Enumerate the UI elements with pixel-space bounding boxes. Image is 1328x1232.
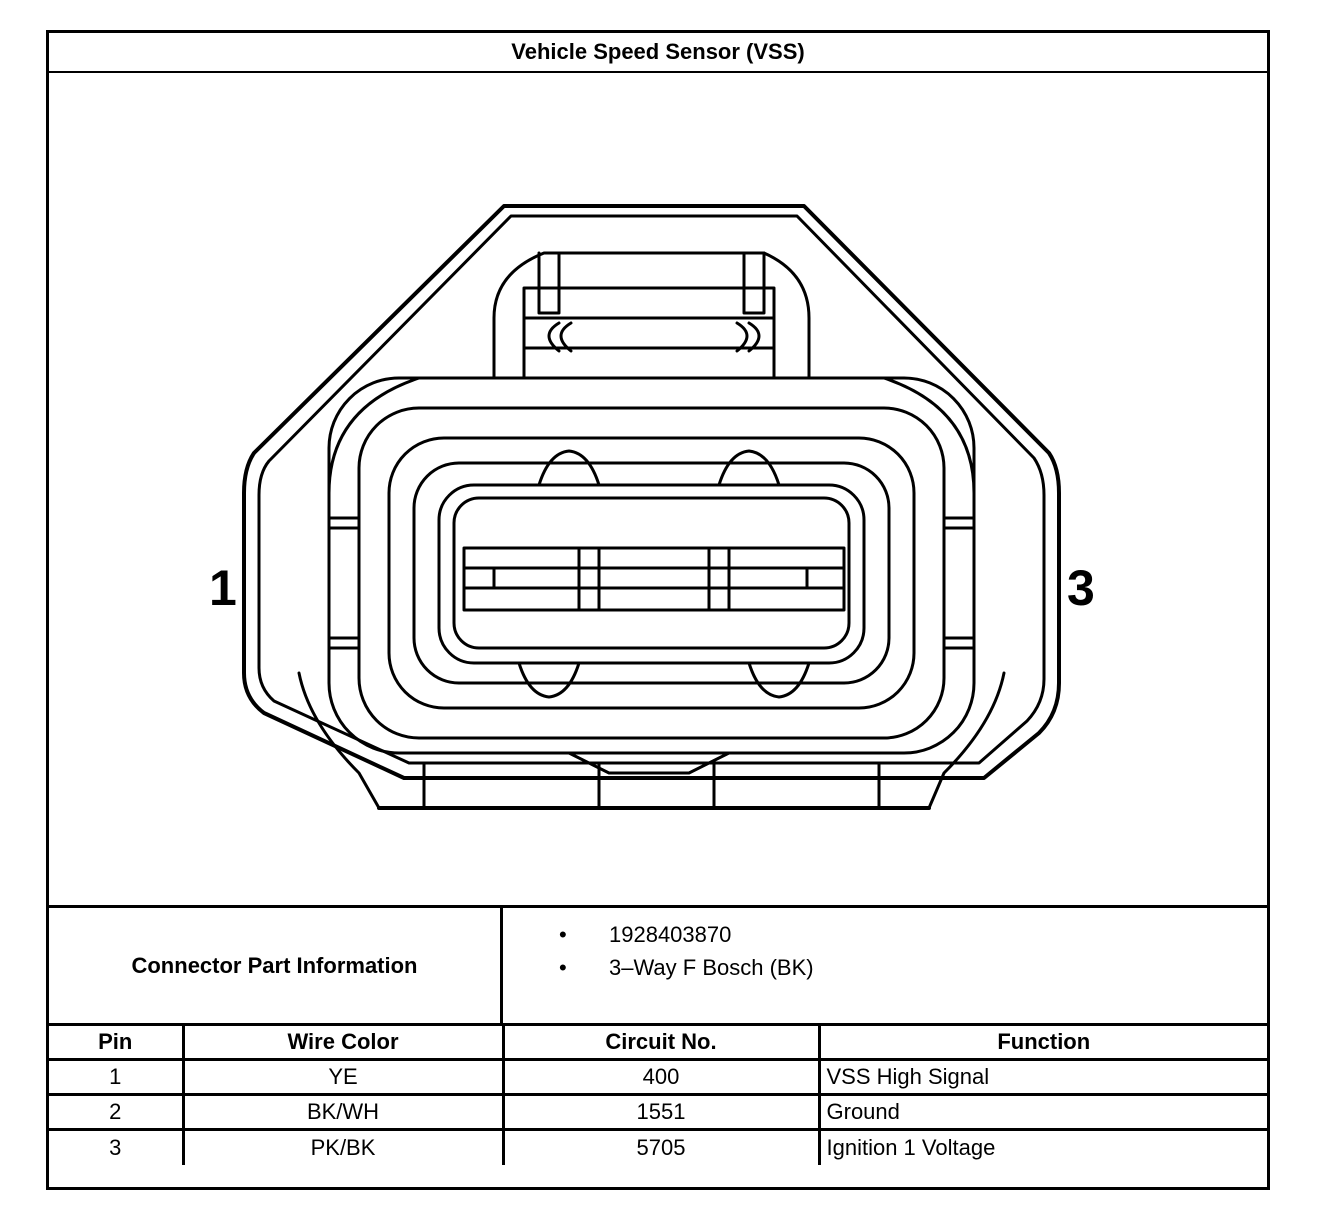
- table-row: [49, 1130, 1267, 1165]
- cell-circuit-no: 5705: [503, 1130, 819, 1165]
- bullet-icon: •: [559, 922, 567, 947]
- bullet-icon: •: [559, 955, 567, 980]
- cell-wire-color: PK/BK: [183, 1130, 503, 1165]
- pin-1-label: 1: [209, 560, 237, 616]
- latch-tab-left: [539, 253, 559, 313]
- housing-inner: [259, 216, 1044, 763]
- connector-info-item: [559, 918, 814, 951]
- connector-part-number: 1928403870: [609, 922, 732, 947]
- key-bottom-right: [749, 663, 809, 697]
- connector-info-row: [49, 905, 1267, 1023]
- header-wire-color: Wire Color: [183, 1025, 503, 1060]
- key-top-left: [539, 451, 599, 485]
- connector-diagram: [49, 73, 1267, 905]
- cell-pin: 1: [49, 1060, 183, 1095]
- pin-table-header: [49, 1025, 1267, 1060]
- body-ring-4: [414, 463, 889, 683]
- body-ring-1: [329, 378, 974, 753]
- body-ring-5: [439, 485, 864, 663]
- terminal-div-1: [579, 548, 599, 610]
- cell-function: Ignition 1 Voltage: [819, 1130, 1267, 1165]
- cell-wire-color: YE: [183, 1060, 503, 1095]
- rib-right: [944, 518, 974, 648]
- cell-pin: 2: [49, 1095, 183, 1130]
- cell-circuit-no: 1551: [503, 1095, 819, 1130]
- connector-info-list: [559, 918, 814, 984]
- connector-info-item: [559, 951, 814, 984]
- key-top-right: [719, 451, 779, 485]
- cell-pin: 3: [49, 1130, 183, 1165]
- header-function: Function: [819, 1025, 1267, 1060]
- connector-face-drawing: [49, 73, 1267, 905]
- pin-table: [49, 1023, 1267, 1165]
- sheet-title: Vehicle Speed Sensor (VSS): [49, 33, 1267, 73]
- body-ring-6: [454, 498, 849, 648]
- corner-lip-right: [929, 673, 1004, 808]
- latch-outer: [494, 253, 809, 378]
- cell-function: VSS High Signal: [819, 1060, 1267, 1095]
- terminal-block: [464, 548, 844, 610]
- header-pin: Pin: [49, 1025, 183, 1060]
- base-dividers: [424, 763, 879, 808]
- terminal-div-2: [709, 548, 729, 610]
- corner-lip-left: [299, 673, 379, 808]
- pin-3-label: 3: [1067, 560, 1095, 616]
- table-row: [49, 1060, 1267, 1095]
- body-ring-2: [359, 408, 944, 738]
- cell-wire-color: BK/WH: [183, 1095, 503, 1130]
- cell-circuit-no: 400: [503, 1060, 819, 1095]
- body-ring-3: [389, 438, 914, 708]
- table-row: [49, 1095, 1267, 1130]
- connector-sheet: [46, 30, 1270, 1190]
- connector-info-label: Connector Part Information: [49, 908, 503, 1023]
- connector-type: 3–Way F Bosch (BK): [609, 955, 814, 980]
- latch-tab-right: [744, 253, 764, 313]
- housing-outer: [244, 206, 1059, 778]
- header-circuit-no: Circuit No.: [503, 1025, 819, 1060]
- cell-function: Ground: [819, 1095, 1267, 1130]
- key-bottom-left: [519, 663, 579, 697]
- terminal-lines: [464, 568, 844, 588]
- rib-left: [329, 518, 359, 648]
